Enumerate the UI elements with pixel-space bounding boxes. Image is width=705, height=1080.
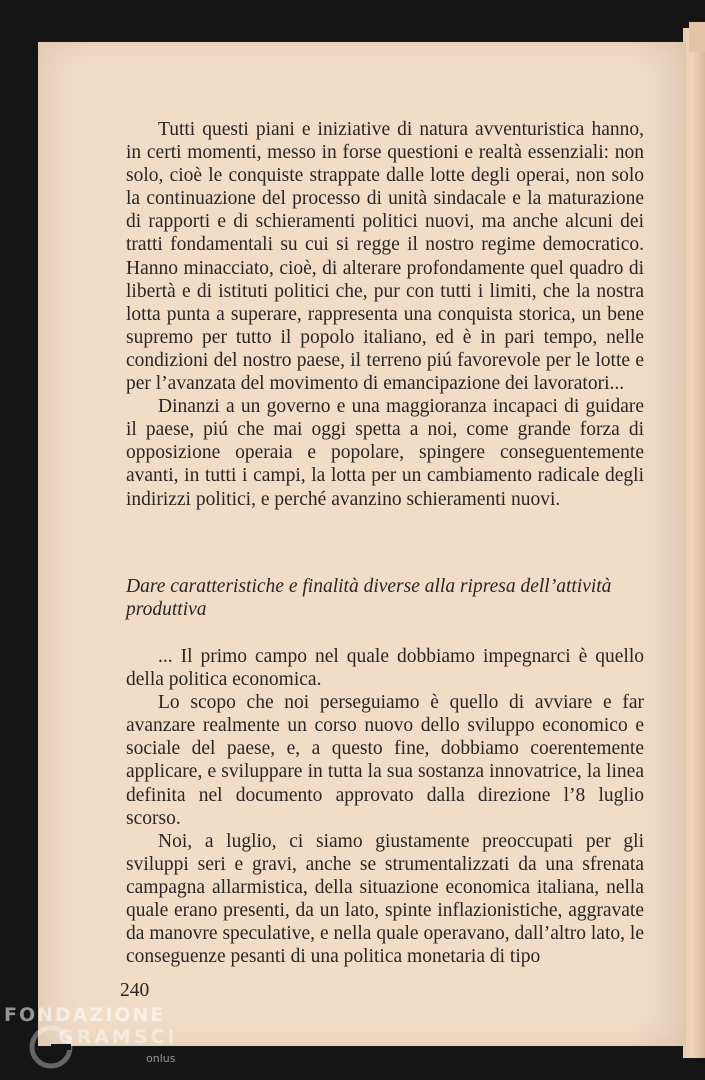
watermark-line1: FONDAZIONE bbox=[4, 1004, 166, 1026]
page-edge-top bbox=[689, 22, 705, 52]
paragraph: Noi, a luglio, ci siamo giustamente preoccupati per gli sviluppi seri e gravi, anche se strumentalizzati da una sfrenata campagna allarmistica, della situazione economica italiana, nella quale erano presenti, da un lato, spinte inflazionistiche, aggravate da manovre speculative, e nella quale operavano, dall’altro lato, le conseguenze pesanti di una politica monetaria di tipo bbox=[126, 830, 644, 968]
page-number: 240 bbox=[120, 980, 150, 1001]
paragraph: Lo scopo che noi perseguiamo è quello di avviare e far avanzare realmente un corso nuovo dello sviluppo economico e sociale del paese, e, a questo fine, dobbiamo coerentemente applicare, e sviluppare in tutta la sua sostanza innovatrice, la linea definita nel documento approvato dalla direzione l’8 luglio scorso. bbox=[126, 692, 644, 829]
page-edge bbox=[683, 28, 705, 1058]
watermark-line2: GRAMSCI bbox=[58, 1026, 178, 1048]
body-text-top bbox=[126, 118, 644, 511]
body-text-bottom bbox=[126, 645, 644, 968]
paragraph: Dinanzi a un governo e una maggioranza incapaci di guidare il paese, piú che mai oggi spetta a noi, come grande forza di opposizione operaia e popolare, spingere conseguentemente avanti, in tutti i campi, la lotta per un cambiamento radicale degli indirizzi politici, e perché avanzino schieramenti nuovi. bbox=[126, 396, 644, 510]
watermark-onlus: onlus bbox=[146, 1052, 176, 1065]
section-heading: Dare caratteristiche e finalità diverse alla ripresa dell’attività produttiva bbox=[126, 576, 612, 620]
paragraph: Tutti questi piani e iniziative di natura avventuristica hanno, in certi momenti, messo in forse questioni e realtà essenziali: non solo, cioè le conquiste strappate dalle lotte degli operai, non solo la continuazione del processo di unità sindacale e la maturazione di rapporti e di schieramenti politici nuovi, ma anche alcuni dei tratti fondamentali su cui si regge il nostro regime democratico. Hanno minacciato, cioè, di alterare profondamente quel quadro di libertà e di istituti politici che, pur con tutti i limiti, che la nostra lotta punta a superare, rappresenta una conquista storica, un bene supremo per tutto il popolo italiano, ed è in pari tempo, nelle condizioni del nostro paese, il terreno piú favorevole per le lotte e per l’avanzata del movimento di emancipazione dei lavoratori... bbox=[126, 119, 644, 395]
paragraph: ... Il primo campo nel quale dobbiamo impegnarci è quello della politica economica. bbox=[126, 646, 644, 691]
